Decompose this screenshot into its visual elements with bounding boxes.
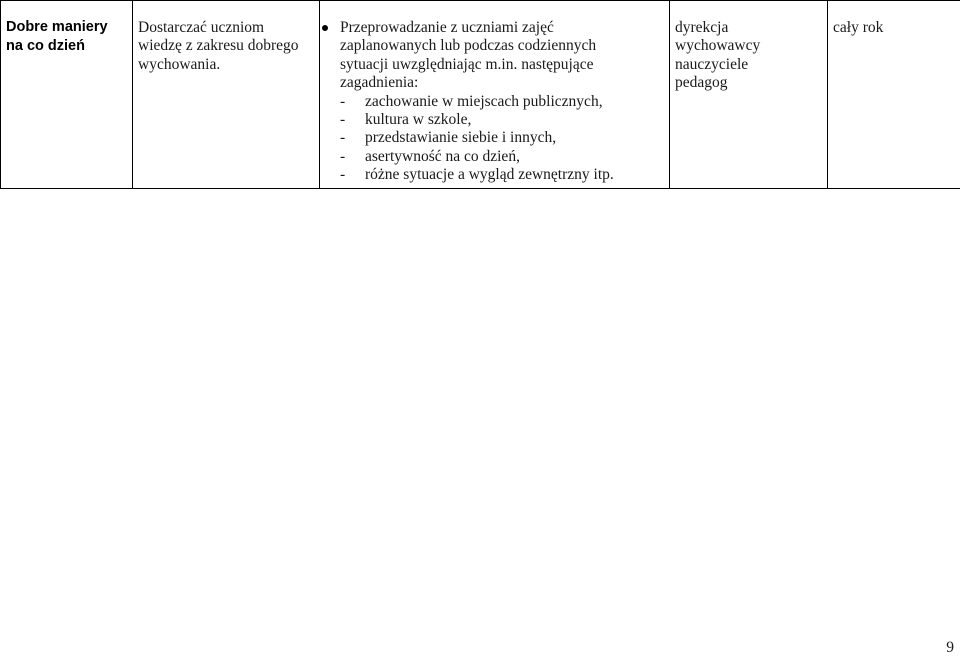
timeframe-text: cały rok xyxy=(833,19,884,36)
goal-cell xyxy=(133,1,320,189)
list-item: - asertywność na co dzień, xyxy=(340,148,669,166)
responsible-item: nauczyciele xyxy=(675,55,749,73)
topics-list xyxy=(340,93,669,185)
responsible-item: wychowawcy xyxy=(675,37,761,55)
list-item: - przedstawianie siebie i innych, xyxy=(340,129,669,147)
list-item: - kultura w szkole, xyxy=(340,111,669,129)
timeframe-cell xyxy=(828,1,960,189)
area-line: na co dzień xyxy=(6,37,85,54)
tasks-intro-line: sytuacji uwzględniając m.in. następujące xyxy=(340,55,594,73)
responsible-item: pedagog xyxy=(675,74,728,92)
goal-line: Dostarczać uczniom xyxy=(138,19,265,36)
list-item: - zachowanie w miejscach publicznych, xyxy=(340,93,669,111)
page-number: 9 xyxy=(946,639,954,656)
goal-line: wiedzę z zakresu dobrego xyxy=(138,37,299,55)
bullet-icon xyxy=(322,25,328,31)
tasks-intro-line: zaplanowanych lub podczas codziennych xyxy=(340,37,597,55)
tasks-intro-line: zagadnienia: xyxy=(340,74,419,92)
table-row xyxy=(1,1,960,189)
goal-line: wychowania. xyxy=(138,55,221,73)
responsible-cell xyxy=(670,1,828,189)
tasks-intro-line: Przeprowadzanie z uczniami zajęć xyxy=(340,19,554,36)
area-cell xyxy=(1,1,133,189)
list-item: - różne sytuacje a wygląd zewnętrzny itp. xyxy=(340,166,669,184)
responsible-item: dyrekcja xyxy=(675,19,729,36)
plan-table xyxy=(0,0,960,189)
area-line: Dobre maniery xyxy=(6,19,108,35)
tasks-cell xyxy=(320,1,670,189)
